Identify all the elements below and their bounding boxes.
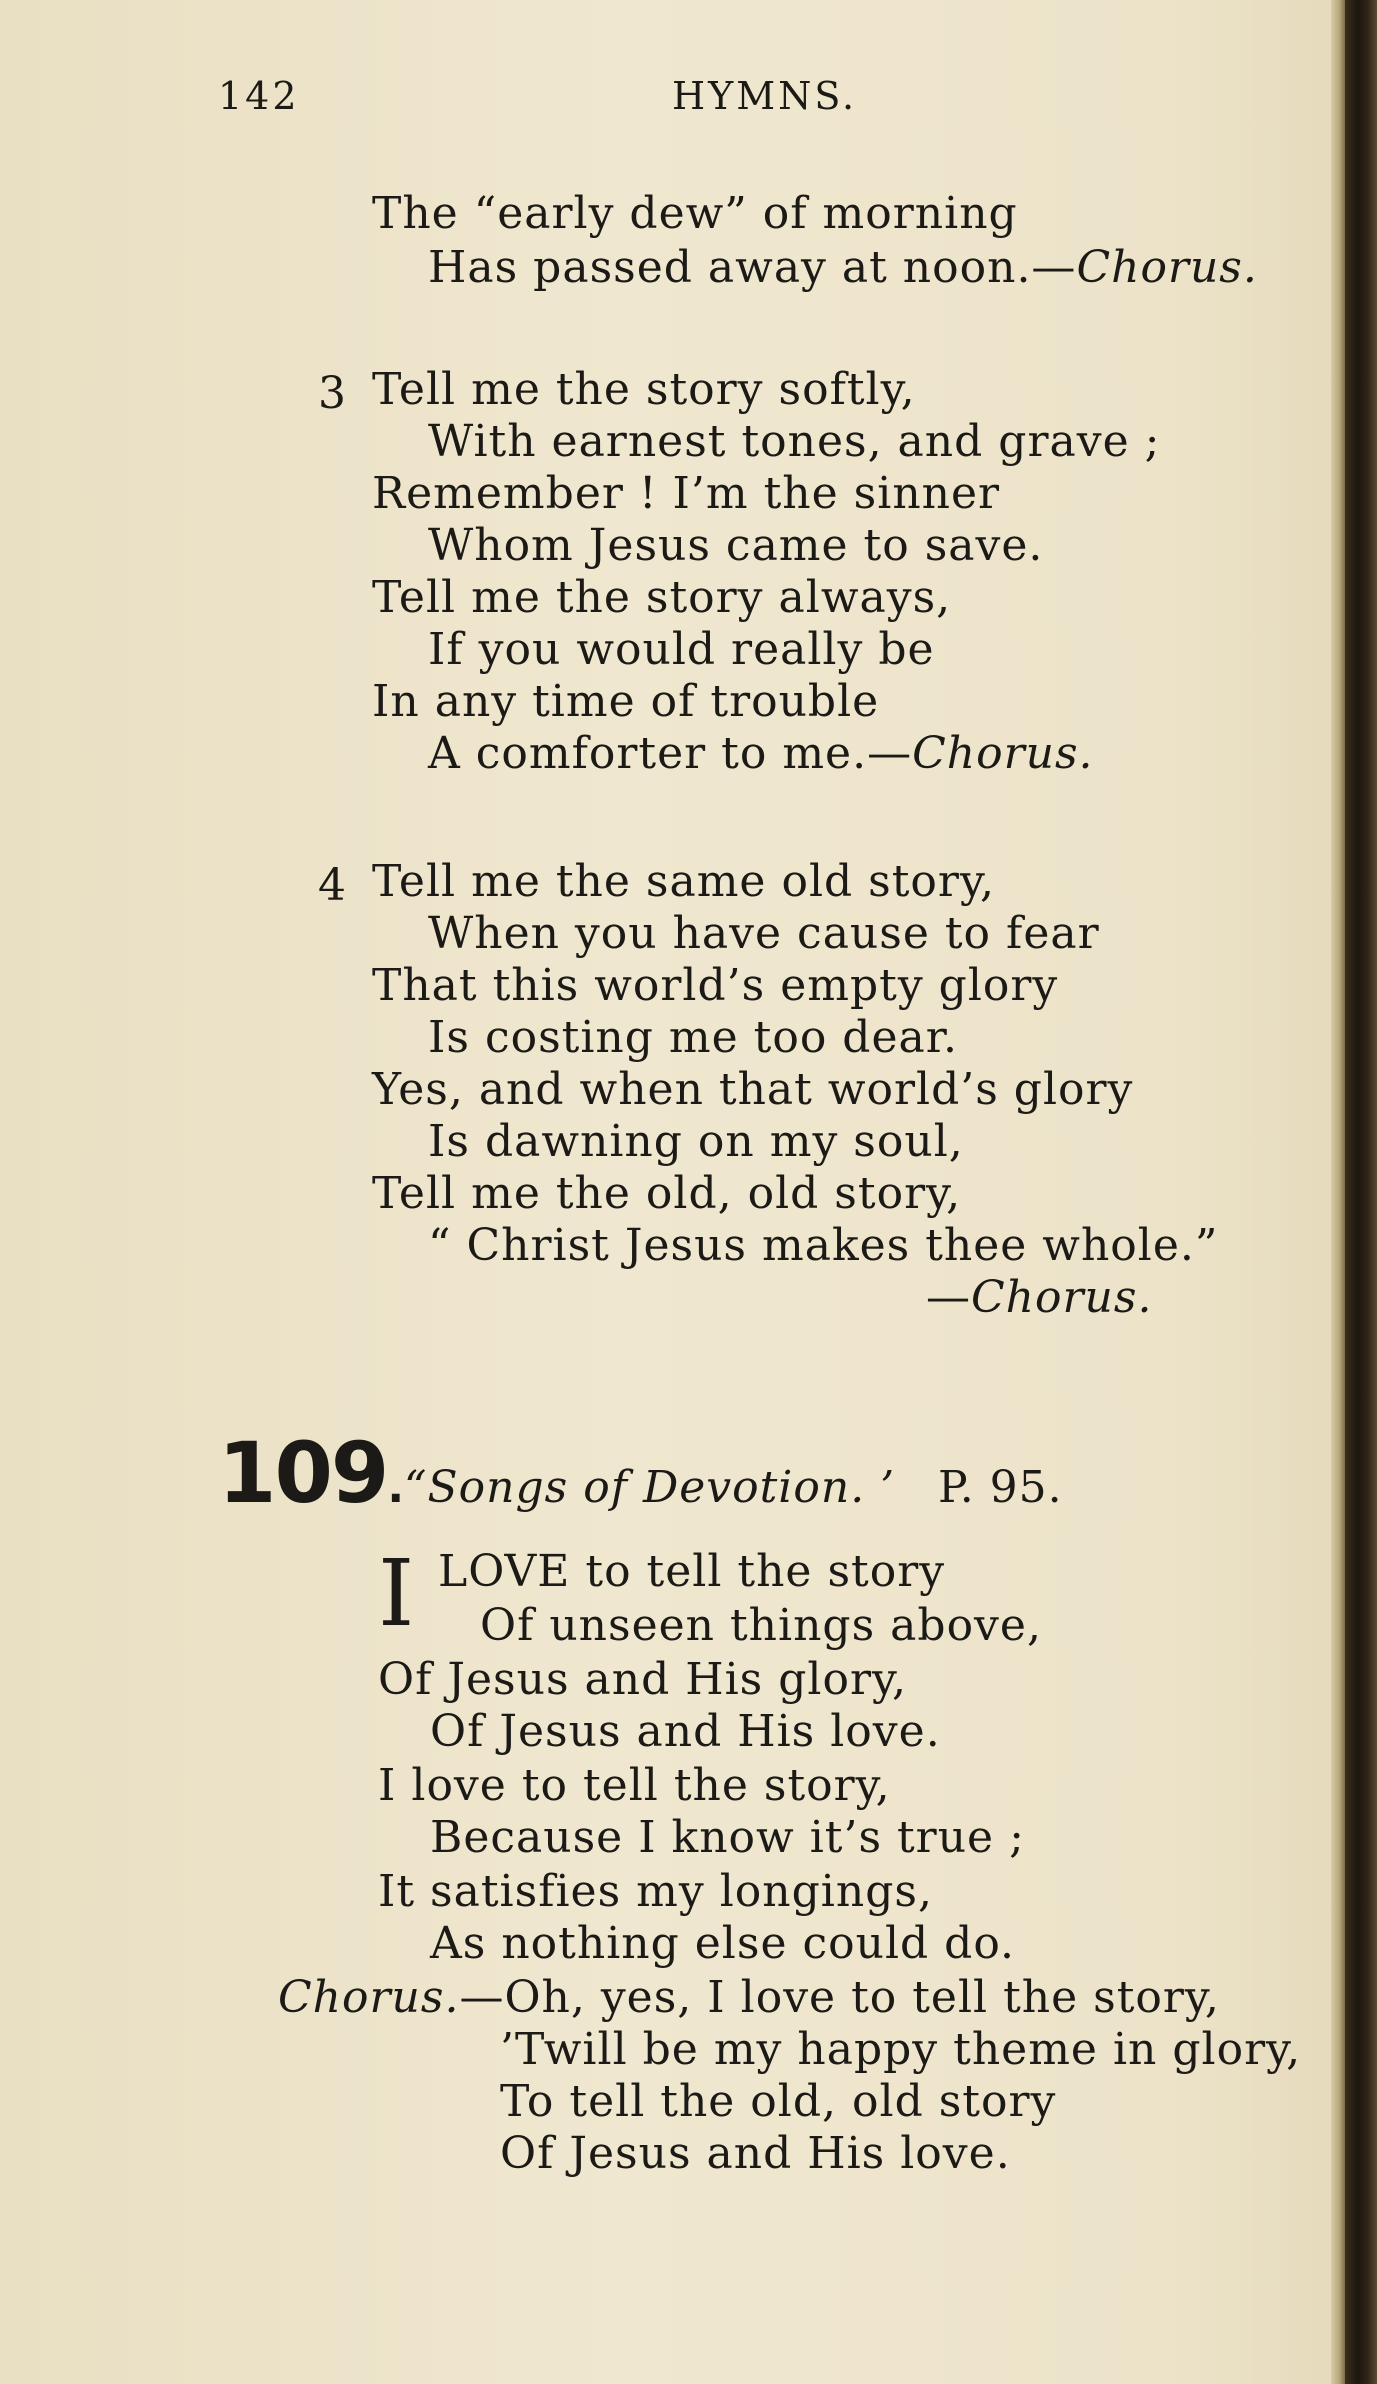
- verse-number: 4: [318, 860, 346, 911]
- verse-line: A comforter to me.—Chorus.: [428, 728, 1094, 779]
- verse-line: Of unseen things above,: [480, 1600, 1042, 1651]
- page-edge-shadow: [1331, 0, 1345, 2384]
- verse-line: Of Jesus and His glory,: [378, 1654, 907, 1705]
- verse-line: The “early dew” of morning: [372, 188, 1018, 239]
- chorus-line: ’Twill be my happy theme in glory,: [500, 2024, 1302, 2075]
- chorus-cue: Chorus.: [971, 1272, 1153, 1323]
- verse-line: Yes, and when that world’s glory: [372, 1064, 1134, 1115]
- verse-line: Because I know it’s true ;: [430, 1812, 1025, 1863]
- verse-line: Whom Jesus came to save.: [428, 520, 1044, 571]
- book-spine: [1345, 0, 1377, 2384]
- verse-line: With earnest tones, and grave ;: [428, 416, 1161, 467]
- verse-line: LOVE to tell the story: [438, 1546, 946, 1597]
- verse-line: Tell me the same old story,: [372, 856, 995, 907]
- chorus-line: Of Jesus and His love.: [500, 2128, 1011, 2179]
- verse-line: Is costing me too dear.: [428, 1012, 958, 1063]
- drop-cap: I: [378, 1540, 415, 1647]
- verse-line: That this world’s empty glory: [372, 960, 1059, 1011]
- chorus-label: Chorus.: [278, 1972, 460, 2023]
- verse-line: Tell me the story softly,: [372, 364, 916, 415]
- chorus-line: Chorus.—Oh, yes, I love to tell the story,: [278, 1972, 1220, 2023]
- chorus-cue: Chorus.: [912, 728, 1094, 779]
- verse-line: If you would really be: [428, 624, 935, 675]
- verse-line: Is dawning on my soul,: [428, 1116, 964, 1167]
- hymn-page-reference: P. 95.: [938, 1462, 1063, 1513]
- chorus-cue: Chorus.: [1076, 242, 1258, 293]
- verse-line: Tell me the story always,: [372, 572, 952, 623]
- verse-line: I love to tell the story,: [378, 1760, 891, 1811]
- hymn-source: “Songs of Devotion. ’: [404, 1462, 896, 1513]
- verse-number: 3: [318, 368, 346, 419]
- verse-line: Tell me the old, old story,: [372, 1168, 962, 1219]
- verse-line: It satisfies my longings,: [378, 1866, 933, 1917]
- verse-line: “ Christ Jesus makes thee whole.”: [428, 1220, 1219, 1271]
- verse-line: When you have cause to fear: [428, 908, 1100, 959]
- chorus-line: To tell the old, old story: [500, 2076, 1057, 2127]
- verse-line: Has passed away at noon.—Chorus.: [428, 242, 1258, 293]
- verse-line: —Chorus.: [926, 1272, 1153, 1323]
- running-title: HYMNS.: [672, 74, 858, 118]
- page-number: 142: [218, 74, 300, 118]
- verse-line: In any time of trouble: [372, 676, 880, 727]
- verse-line: Remember ! I’m the sinner: [372, 468, 1001, 519]
- verse-line: As nothing else could do.: [430, 1918, 1016, 1969]
- hymn-number: 109.: [218, 1424, 403, 1522]
- verse-line: Of Jesus and His love.: [430, 1706, 941, 1757]
